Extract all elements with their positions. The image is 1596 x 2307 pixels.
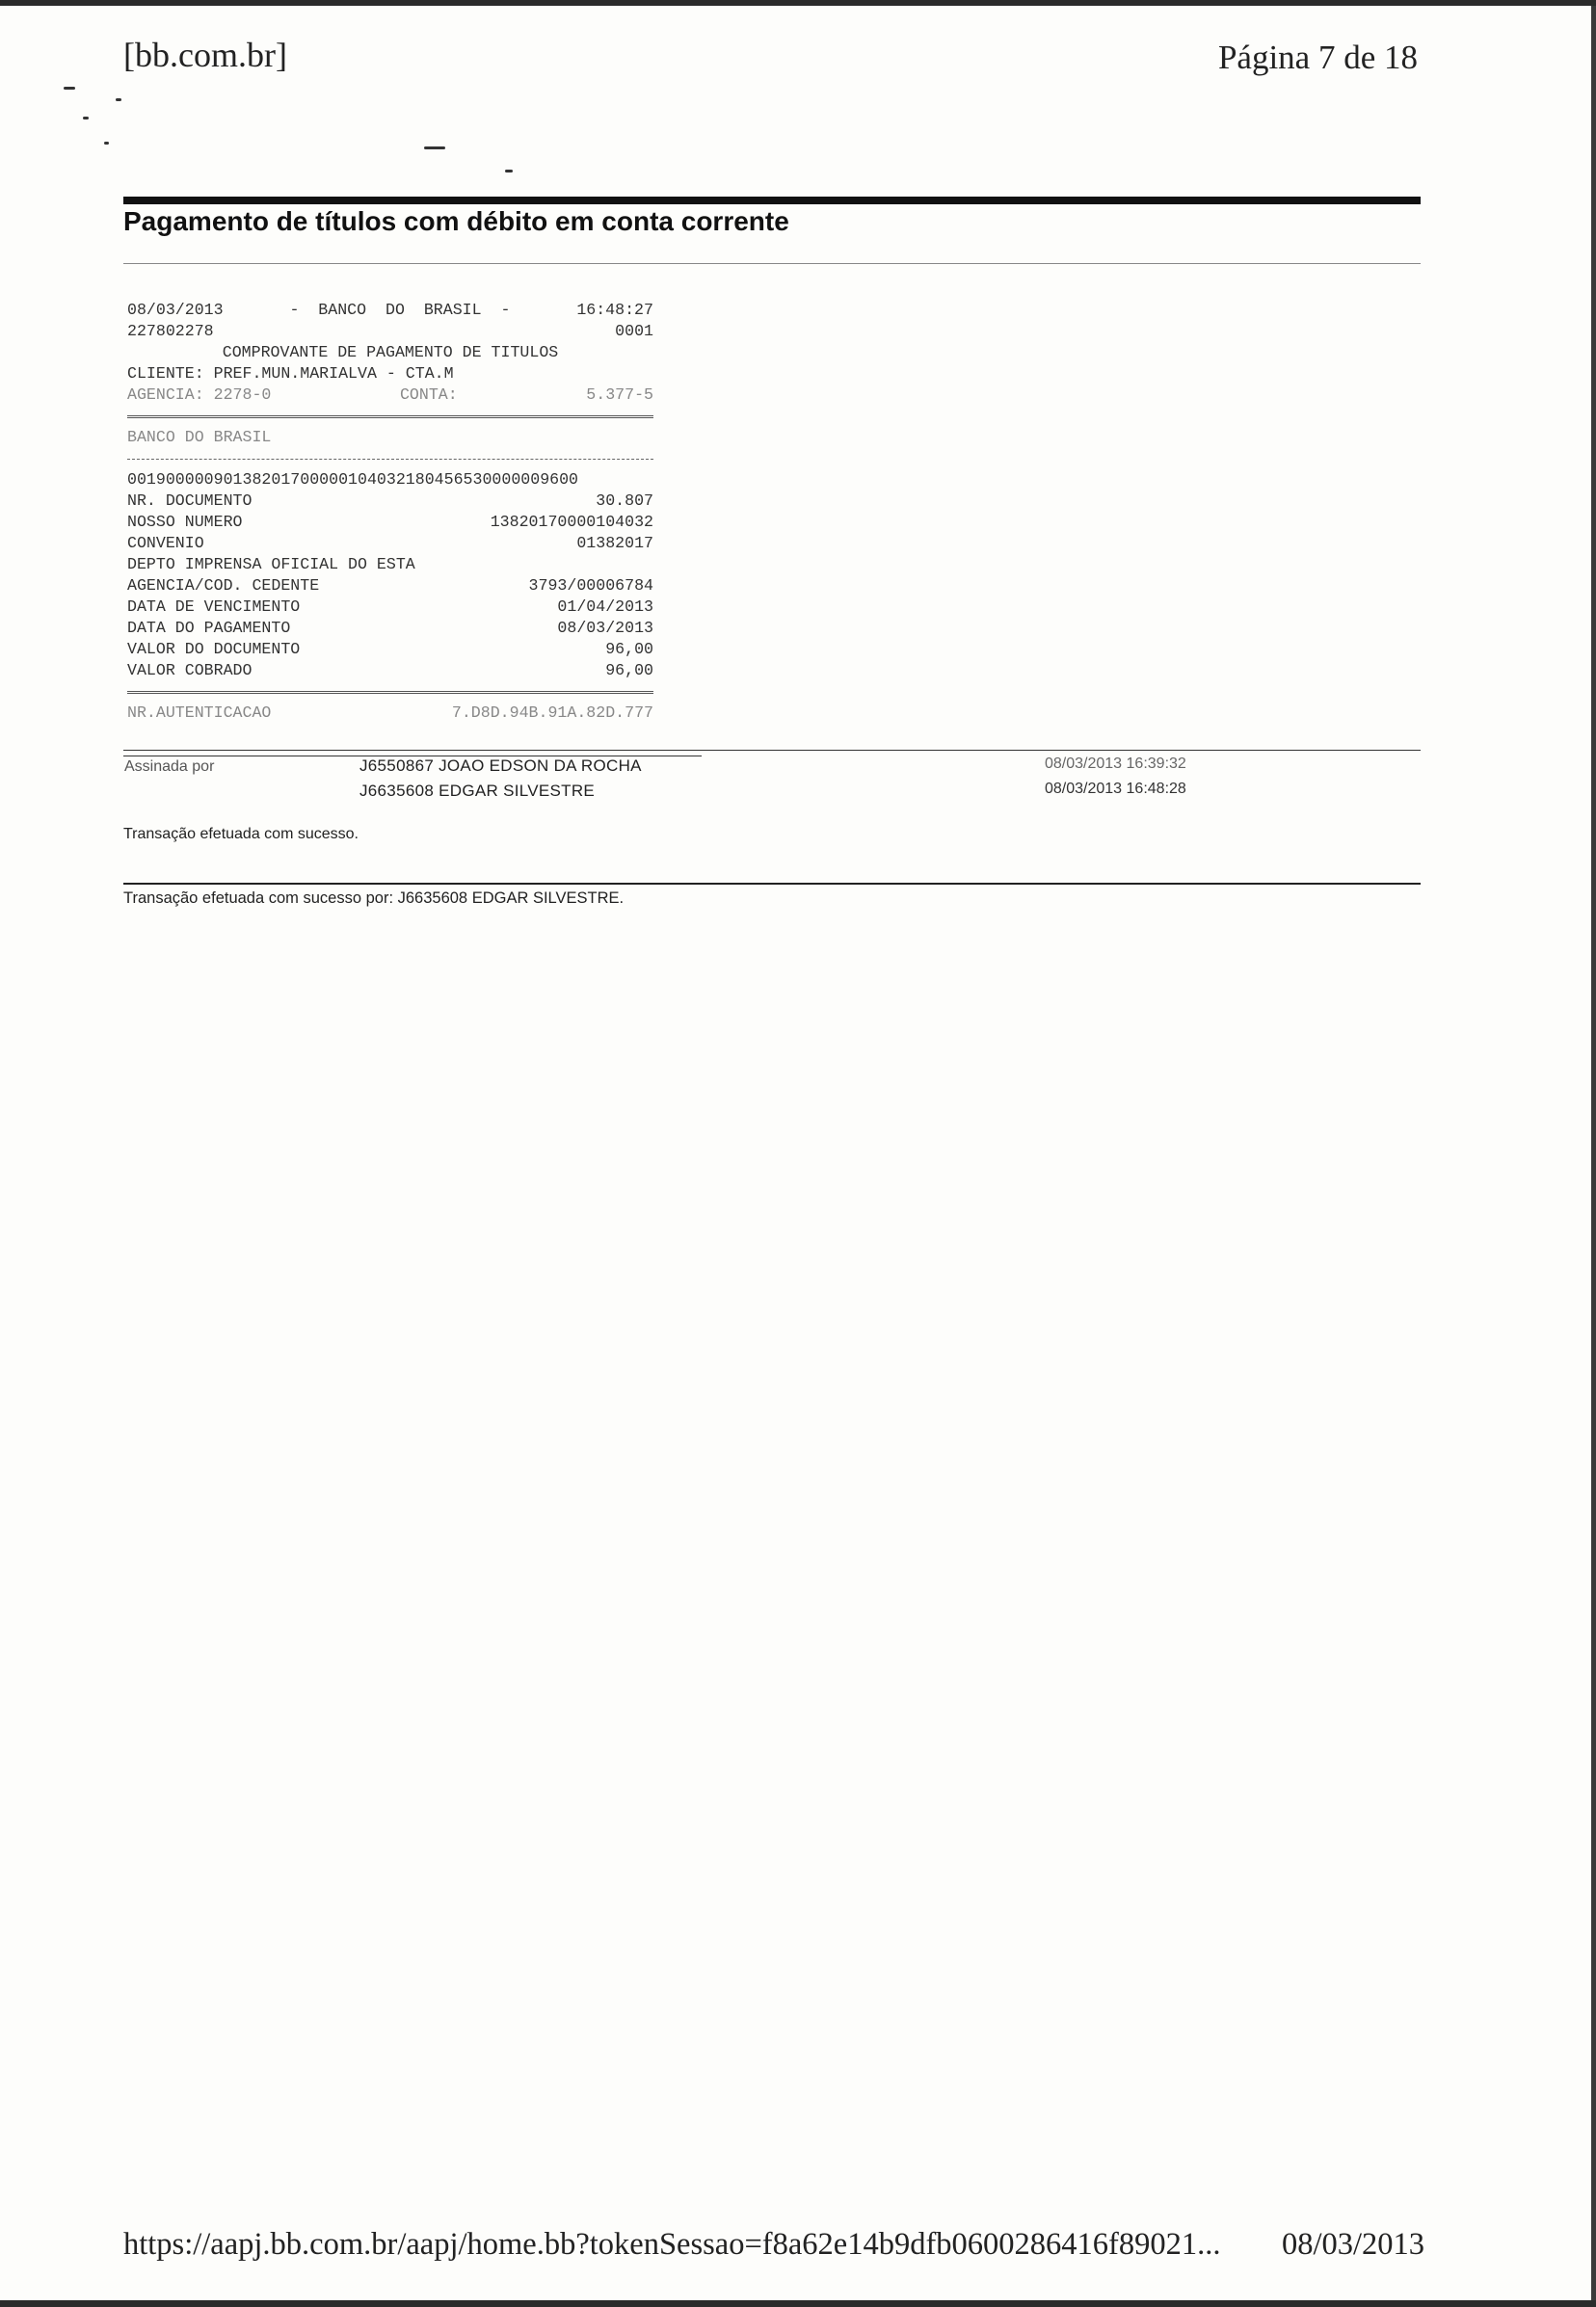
scan-speck — [83, 117, 89, 119]
auth-label: NR.AUTENTICACAO — [127, 703, 272, 722]
page-title: Pagamento de títulos com débito em conta corrente — [123, 206, 789, 236]
field-label: DEPTO IMPRENSA OFICIAL DO ESTA — [127, 555, 415, 573]
payment-receipt — [127, 300, 653, 724]
signature-datetime: 08/03/2013 16:39:32 — [1045, 756, 1186, 772]
print-date: 08/03/2013 — [1282, 2227, 1425, 2262]
receipt-header-line — [127, 300, 653, 321]
receipt-date: 08/03/2013 — [127, 301, 224, 319]
receipt-field-row — [127, 597, 653, 618]
page-indicator: Página 7 de 18 — [1217, 39, 1418, 76]
receipt-agency: AGENCIA: 2278-0 — [127, 385, 272, 404]
receipt-field-row — [127, 491, 653, 512]
field-value: 01/04/2013 — [557, 597, 653, 616]
field-label: NOSSO NUMERO — [127, 513, 243, 531]
receipt-barcode: 00190000090138201700000104032180456530000009600 — [127, 470, 579, 489]
receipt-field-row — [127, 660, 653, 681]
receipt-field-row — [127, 512, 653, 533]
field-value: 96,00 — [605, 661, 653, 679]
receipt-doc-title: COMPROVANTE DE PAGAMENTO DE TITULOS — [222, 343, 559, 361]
field-label: CONVENIO — [127, 534, 204, 552]
scan-speck — [116, 98, 121, 101]
receipt-ref-code: 0001 — [615, 322, 653, 340]
field-value: 30.807 — [596, 491, 653, 510]
receipt-field-row — [127, 554, 653, 575]
receipt-time: 16:48:27 — [576, 301, 653, 319]
field-label: AGENCIA/COD. CEDENTE — [127, 576, 320, 595]
field-label: NR. DOCUMENTO — [127, 491, 253, 510]
field-label: DATA DO PAGAMENTO — [127, 619, 291, 637]
receipt-account-label: CONTA: — [399, 385, 458, 404]
receipt-client: CLIENTE: PREF.MUN.MARIALVA - CTA.M — [127, 364, 454, 383]
page-url: https://aapj.bb.com.br/aapj/home.bb?tokenSessao=f8a62e14b9dfb0600286416f89021... — [123, 2227, 1221, 2262]
receipt-bank-heading: - BANCO DO BRASIL - — [289, 301, 511, 319]
field-value: 96,00 — [605, 640, 653, 658]
receipt-field-row — [127, 575, 653, 597]
receipt-field-row — [127, 639, 653, 660]
footer-rule — [123, 883, 1421, 885]
scan-speck — [64, 87, 75, 90]
receipt-account-line — [127, 384, 653, 406]
site-header: [bb.com.br] — [123, 36, 287, 74]
receipt-field-row — [127, 533, 653, 554]
scan-speck — [424, 146, 445, 149]
receipt-auth-line — [127, 703, 653, 724]
field-value: 3793/00006784 — [528, 576, 653, 595]
footer-status-message: Transação efetuada com sucesso por: J6635608 EDGAR SILVESTRE. — [123, 889, 625, 907]
receipt-separator — [127, 681, 653, 703]
auth-value: 7.D8D.94B.91A.82D.777 — [451, 703, 653, 722]
field-value: 13820170000104032 — [490, 513, 653, 531]
signed-by-label: Assinada por — [124, 758, 215, 775]
receipt-account-value: 5.377-5 — [586, 385, 653, 404]
status-message: Transação efetuada com sucesso. — [123, 826, 359, 842]
field-value: 01382017 — [576, 534, 653, 552]
field-label: VALOR DO DOCUMENTO — [127, 640, 301, 658]
title-rule — [123, 197, 1421, 204]
receipt-field-row — [127, 618, 653, 639]
printed-page — [0, 6, 1596, 2300]
scan-speck — [505, 170, 513, 172]
receipt-separator — [127, 406, 653, 427]
field-value: 08/03/2013 — [557, 619, 653, 637]
receipt-separator — [127, 448, 653, 469]
signature-rule — [123, 750, 1421, 751]
signature-datetime: 08/03/2013 16:48:28 — [1045, 781, 1186, 797]
receipt-ref-line — [127, 321, 653, 342]
receipt-ref-number: 227802278 — [127, 322, 214, 340]
field-label: DATA DE VENCIMENTO — [127, 597, 301, 616]
signer-name: J6550867 JOAO EDSON DA ROCHA — [359, 756, 642, 775]
signer-name: J6635608 EDGAR SILVESTRE — [359, 782, 596, 800]
receipt-bank-name: BANCO DO BRASIL — [127, 428, 272, 446]
field-label: VALOR COBRADO — [127, 661, 253, 679]
title-underline — [123, 263, 1421, 264]
scan-speck — [104, 142, 109, 145]
